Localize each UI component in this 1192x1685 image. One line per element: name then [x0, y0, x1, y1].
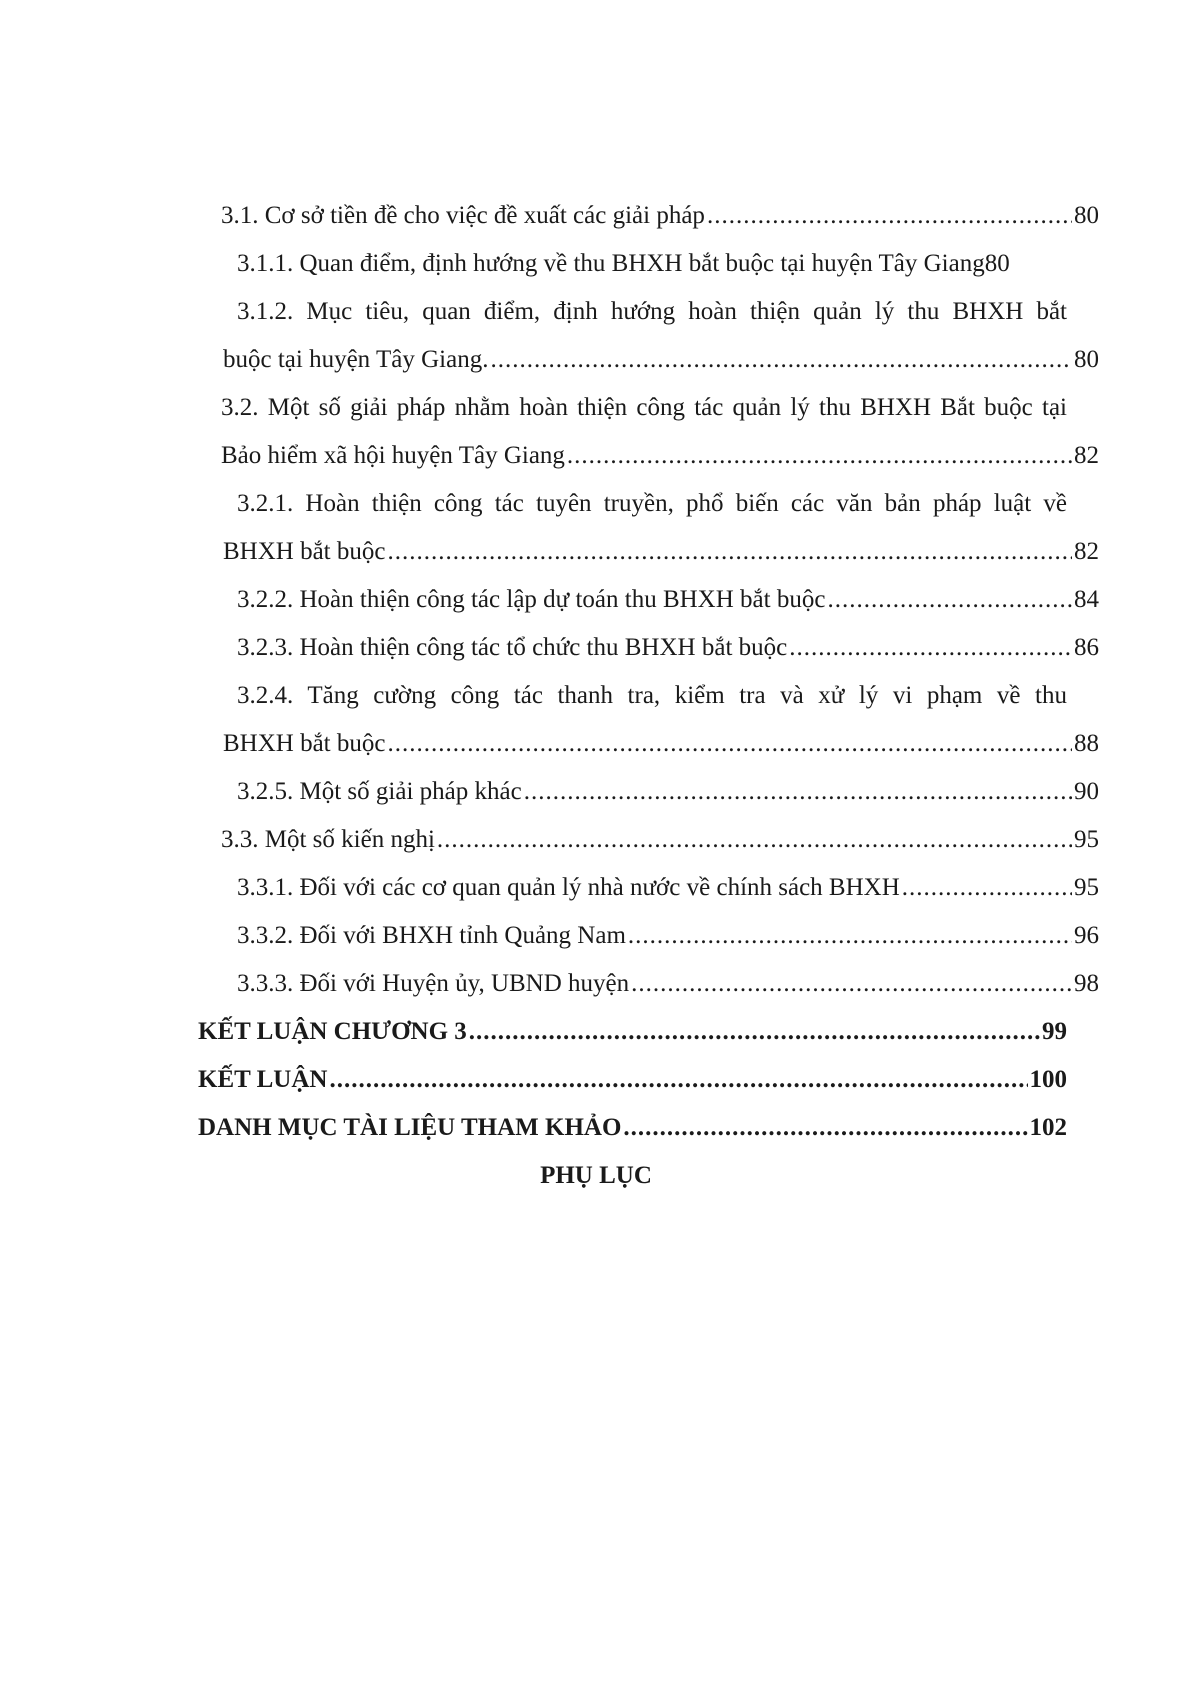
- toc-entry-3-2-1-cont[interactable]: [0, 528, 1192, 576]
- toc-entry-3-1-1[interactable]: [0, 240, 1192, 288]
- toc-entry-3-1-2-cont[interactable]: [0, 336, 1192, 384]
- toc-entry-title: DANH MỤC TÀI LIỆU THAM KHẢO: [198, 1114, 622, 1141]
- toc-entry-title: 3.2.3. Hoàn thiện công tác tổ chức thu BHXH bắt buộc: [237, 634, 788, 661]
- toc-entry-3-1-2[interactable]: [0, 288, 1192, 336]
- toc-entry-3-2-cont[interactable]: [0, 432, 1192, 480]
- toc-leader-dots: [437, 816, 1072, 864]
- toc-entry-title: 3.2.1. Hoàn thiện công tác tuyên truyền, phổ biến các văn bản pháp luật về: [237, 490, 1067, 517]
- toc-leader-dots: [567, 432, 1072, 480]
- appendix-heading: PHỤ LỤC: [540, 1162, 652, 1189]
- toc-entry-3-2[interactable]: [0, 384, 1192, 432]
- toc-leader-dots: [628, 912, 1072, 960]
- toc-entry-title: 3.3.1. Đối với các cơ quan quản lý nhà nước về chính sách BHXH: [237, 874, 900, 901]
- toc-entry-chapter-3-conclusion[interactable]: [0, 1008, 1192, 1056]
- toc-entry-title: 3.1.1. Quan điểm, định hướng về thu BHXH bắt buộc tại huyện Tây Giang: [237, 250, 985, 277]
- toc-leader-dots: [789, 624, 1072, 672]
- toc-entry-3-2-4-cont[interactable]: [0, 720, 1192, 768]
- toc-entry-3-2-3[interactable]: [0, 624, 1192, 672]
- toc-leader-dots: [631, 960, 1072, 1008]
- toc-page-number: 98: [1074, 970, 1099, 997]
- toc-page-number: 96: [1074, 922, 1099, 949]
- toc-entry-title-cont: BHXH bắt buộc: [223, 730, 386, 757]
- toc-entry-title: 3.2.5. Một số giải pháp khác: [237, 778, 522, 805]
- toc-leader-dots: [329, 1056, 1027, 1104]
- toc-entry-3-1[interactable]: [0, 192, 1192, 240]
- toc-page-number: 95: [1074, 826, 1099, 853]
- toc-page-number: 102: [1029, 1114, 1067, 1141]
- toc-entry-title: 3.2. Một số giải pháp nhằm hoàn thiện công tác quản lý thu BHXH Bắt buộc tại: [221, 394, 1067, 421]
- toc-page-number: 99: [1042, 1018, 1067, 1045]
- toc-page-number: 82: [1074, 442, 1099, 469]
- toc-page-number: 90: [1074, 778, 1099, 805]
- toc-page-number: 88: [1074, 730, 1099, 757]
- toc-leader-dots: [827, 576, 1072, 624]
- toc-entry-3-2-1[interactable]: [0, 480, 1192, 528]
- toc-leader-dots: [707, 192, 1072, 240]
- toc-entry-3-3-2[interactable]: [0, 912, 1192, 960]
- toc-entry-title: 3.1. Cơ sở tiền đề cho việc đề xuất các giải pháp: [221, 202, 705, 229]
- toc-page-number: 84: [1074, 586, 1099, 613]
- toc-entry-title-cont: BHXH bắt buộc: [223, 538, 386, 565]
- toc-page-number: 100: [1029, 1066, 1067, 1093]
- toc-entry-3-2-2[interactable]: [0, 576, 1192, 624]
- toc-leader-dots: [387, 528, 1072, 576]
- toc-entry-title: 3.2.4. Tăng cường công tác thanh tra, kiểm tra và xử lý vi phạm về thu: [237, 682, 1067, 709]
- toc-entry-title: 3.3. Một số kiến nghị: [221, 826, 435, 853]
- table-of-contents: [0, 192, 1192, 1200]
- toc-entry-3-2-4[interactable]: [0, 672, 1192, 720]
- toc-entry-title: 3.2.2. Hoàn thiện công tác lập dự toán thu BHXH bắt buộc: [237, 586, 826, 613]
- toc-entry-3-2-5[interactable]: [0, 768, 1192, 816]
- toc-entry-title: 3.3.2. Đối với BHXH tỉnh Quảng Nam: [237, 922, 626, 949]
- toc-entry-title: 3.3.3. Đối với Huyện ủy, UBND huyện: [237, 970, 630, 997]
- toc-page-number: 86: [1074, 634, 1099, 661]
- toc-entry-title-cont: Bảo hiểm xã hội huyện Tây Giang: [221, 442, 565, 469]
- toc-page-number: 80: [984, 250, 1010, 277]
- toc-page-number: 80: [1074, 346, 1099, 373]
- toc-leader-dots: [387, 720, 1072, 768]
- toc-leader-dots: [902, 864, 1072, 912]
- toc-entry-3-3[interactable]: [0, 816, 1192, 864]
- toc-entry-appendix[interactable]: [0, 1152, 1192, 1200]
- toc-page-number: 82: [1074, 538, 1099, 565]
- toc-entry-title-cont: buộc tại huyện Tây Giang.: [223, 346, 489, 373]
- toc-entry-references[interactable]: [0, 1104, 1192, 1152]
- toc-entry-3-3-1[interactable]: [0, 864, 1192, 912]
- toc-entry-conclusion[interactable]: [0, 1056, 1192, 1104]
- toc-leader-dots: [524, 768, 1072, 816]
- toc-page-number: 80: [1074, 202, 1099, 229]
- toc-entry-3-3-3[interactable]: [0, 960, 1192, 1008]
- toc-entry-title: KẾT LUẬN: [198, 1066, 328, 1093]
- toc-entry-title: KẾT LUẬN CHƯƠNG 3: [198, 1018, 467, 1045]
- toc-page-number: 95: [1074, 874, 1099, 901]
- toc-leader-dots: [469, 1008, 1040, 1056]
- toc-entry-title: 3.1.2. Mục tiêu, quan điểm, định hướng hoàn thiện quản lý thu BHXH bắt: [237, 298, 1067, 325]
- toc-leader-dots: [490, 336, 1072, 384]
- toc-leader-dots: [623, 1104, 1027, 1152]
